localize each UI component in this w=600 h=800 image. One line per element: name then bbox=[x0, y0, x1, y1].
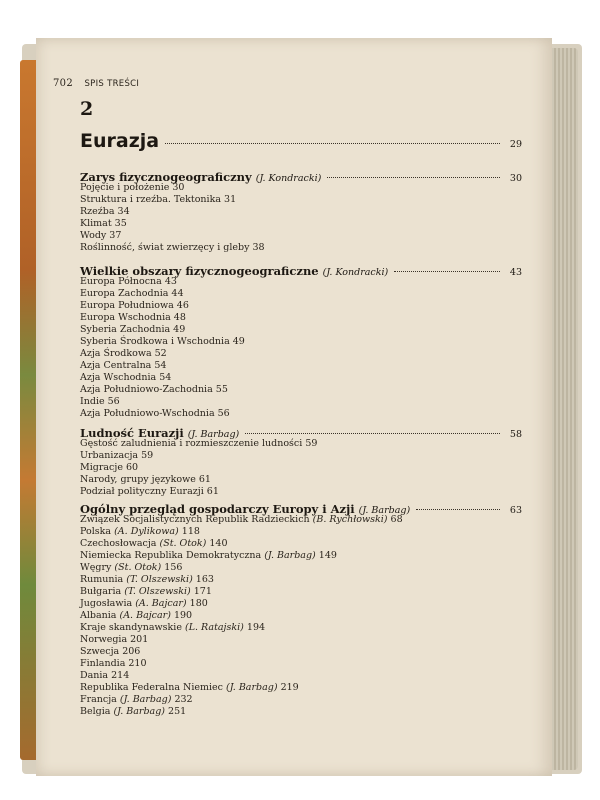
entry-page: 219 bbox=[277, 682, 299, 693]
section-title: Ogólny przegląd gospodarczy Europy i Azji bbox=[80, 502, 355, 516]
entry-page: 251 bbox=[165, 706, 187, 717]
running-title: SPIS TREŚCI bbox=[84, 79, 140, 89]
toc-entry bbox=[80, 586, 212, 597]
entry-page: 232 bbox=[171, 694, 193, 705]
entry-title: Rumunia bbox=[80, 574, 127, 585]
toc-entry: Azja Wschodnia 54 bbox=[80, 372, 172, 383]
section-page: 63 bbox=[509, 505, 522, 516]
entry-author: (L. Ratajski) bbox=[184, 622, 244, 633]
toc-entry: Klimat 35 bbox=[80, 218, 127, 229]
toc-entry: Szwecja 206 bbox=[80, 646, 141, 657]
section-author: (J. Kondracki) bbox=[322, 267, 389, 278]
entry-title: Związek Socjalistycznych Republik Radzieckich bbox=[80, 514, 313, 525]
section-author: (J. Barbag) bbox=[187, 429, 240, 440]
toc-entry bbox=[80, 550, 337, 561]
toc-entry bbox=[80, 694, 193, 705]
toc-entry bbox=[80, 622, 265, 633]
dot-leader bbox=[327, 177, 500, 178]
toc-entry: Syberia Środkowa i Wschodnia 49 bbox=[80, 336, 245, 347]
toc-entry: Europa Południowa 46 bbox=[80, 300, 189, 311]
entry-author: (A. Bajcar) bbox=[119, 610, 171, 621]
section-page: 43 bbox=[509, 267, 522, 278]
part-number: 2 bbox=[80, 98, 94, 120]
entry-author: (J. Barbag) bbox=[226, 682, 278, 693]
entry-title: Bułgaria bbox=[80, 586, 125, 597]
entry-author: (St. Otok) bbox=[114, 562, 162, 573]
toc-entry bbox=[80, 562, 182, 573]
entry-page: 118 bbox=[178, 526, 200, 537]
dot-leader bbox=[165, 143, 500, 144]
toc-entry: Norwegia 201 bbox=[80, 634, 149, 645]
entry-author: (A. Dylikowa) bbox=[114, 526, 179, 537]
main-heading-title: Eurazja bbox=[80, 130, 160, 152]
toc-entry: Indie 56 bbox=[80, 396, 120, 407]
dot-leader bbox=[245, 433, 500, 434]
section-title: Zarys fizycznogeograficzny bbox=[80, 170, 252, 184]
toc-entry: Azja Południowo-Zachodnia 55 bbox=[80, 384, 228, 395]
toc-entry: Europa Zachodnia 44 bbox=[80, 288, 184, 299]
entry-author: (St. Otok) bbox=[159, 538, 207, 549]
toc-entry: Rzeźba 34 bbox=[80, 206, 130, 217]
toc-entry bbox=[80, 574, 214, 585]
section-page: 58 bbox=[509, 429, 522, 440]
section-page: 30 bbox=[509, 173, 522, 184]
main-heading-page: 29 bbox=[509, 139, 522, 150]
entry-page: 171 bbox=[190, 586, 212, 597]
entry-author: (B. Rychłowski) bbox=[312, 514, 388, 525]
toc-entry: Dania 214 bbox=[80, 670, 130, 681]
entry-page: 190 bbox=[170, 610, 193, 621]
section-author: (J. Barbag) bbox=[358, 505, 411, 516]
toc-entry bbox=[80, 514, 403, 525]
entry-page: 68 bbox=[387, 514, 403, 525]
entry-title: Polska bbox=[80, 526, 115, 537]
toc-entry bbox=[80, 610, 192, 621]
entry-page: 163 bbox=[192, 574, 214, 585]
section-author: (J. Kondracki) bbox=[255, 173, 322, 184]
dot-leader bbox=[394, 271, 500, 272]
toc-entry: Struktura i rzeźba. Tektonika 31 bbox=[80, 194, 237, 205]
toc-entry: Europa Wschodnia 48 bbox=[80, 312, 186, 323]
toc-entry: Azja Środkowa 52 bbox=[80, 348, 167, 359]
entry-title: Belgia bbox=[80, 706, 114, 717]
toc-entry: Finlandia 210 bbox=[80, 658, 147, 669]
entry-page: 156 bbox=[161, 562, 183, 573]
entry-page: 149 bbox=[315, 550, 337, 561]
entry-title: Węgry bbox=[80, 562, 115, 573]
entry-page: 140 bbox=[206, 538, 228, 549]
entry-title: Francja bbox=[80, 694, 120, 705]
toc-entry: Migracje 60 bbox=[80, 462, 139, 473]
toc-entry bbox=[80, 598, 208, 609]
toc-entry: Syberia Zachodnia 49 bbox=[80, 324, 186, 335]
entry-title: Czechosłowacja bbox=[80, 538, 160, 549]
toc-entry: Wody 37 bbox=[80, 230, 122, 241]
toc-entry bbox=[80, 706, 186, 717]
toc-entry: Roślinność, świat zwierzęcy i gleby 38 bbox=[80, 242, 265, 253]
main-heading bbox=[80, 130, 522, 152]
toc-entry: Azja Południowo-Wschodnia 56 bbox=[80, 408, 230, 419]
entry-title: Albania bbox=[80, 610, 120, 621]
entry-author: (T. Olszewski) bbox=[124, 586, 191, 597]
entry-author: (J. Barbag) bbox=[113, 706, 165, 717]
toc-entry: Urbanizacja 59 bbox=[80, 450, 154, 461]
book-spine bbox=[548, 48, 578, 770]
entry-page: 194 bbox=[243, 622, 266, 633]
entry-author: (J. Barbag) bbox=[119, 694, 172, 705]
entry-title: Kraje skandynawskie bbox=[80, 622, 185, 633]
toc-page bbox=[36, 38, 552, 776]
toc-entry: Podział polityczny Eurazji 61 bbox=[80, 486, 219, 497]
dot-leader bbox=[416, 509, 500, 510]
toc-entry: Azja Centralna 54 bbox=[80, 360, 167, 371]
entry-author: (A. Bajcar) bbox=[135, 598, 187, 609]
entry-title: Niemiecka Republika Demokratyczna bbox=[80, 550, 265, 561]
running-head bbox=[53, 78, 139, 89]
toc-entry bbox=[80, 526, 200, 537]
entry-title: Jugosławia bbox=[80, 598, 136, 609]
section-title: Ludność Eurazji bbox=[80, 426, 184, 440]
toc-entry: Europa Północna 43 bbox=[80, 276, 177, 287]
toc-entry bbox=[80, 538, 228, 549]
section-title: Wielkie obszary fizycznogeograficzne bbox=[80, 264, 319, 278]
toc-entry: Narody, grupy językowe 61 bbox=[80, 474, 211, 485]
entry-title: Republika Federalna Niemiec bbox=[80, 682, 226, 693]
entry-author: (J. Barbag) bbox=[264, 550, 316, 561]
entry-page: 180 bbox=[186, 598, 208, 609]
toc-entry: Gęstość zaludnienia i rozmieszczenie ludności 59 bbox=[80, 438, 318, 449]
toc-entry bbox=[80, 682, 299, 693]
entry-author: (T. Olszewski) bbox=[126, 574, 193, 585]
page-number: 702 bbox=[53, 78, 73, 89]
toc-entry: Pojęcie i położenie 30 bbox=[80, 182, 185, 193]
